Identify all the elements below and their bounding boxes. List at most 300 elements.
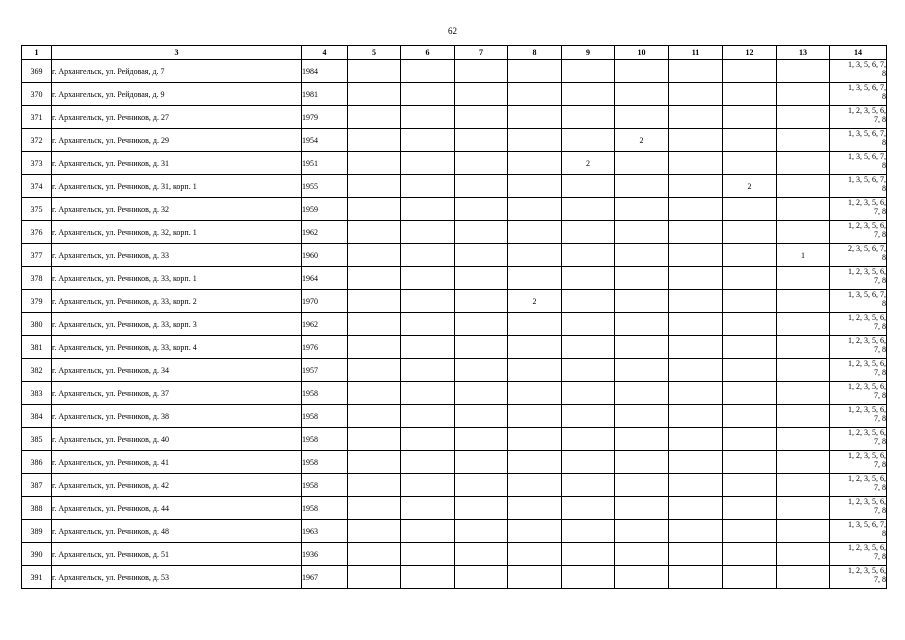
address-cell: г. Архангельск, ул. Речников, д. 38 bbox=[52, 405, 302, 428]
category-list-line-1: 1, 2, 3, 5, 6, bbox=[848, 543, 886, 552]
value-cell-c6 bbox=[401, 313, 455, 336]
value-cell-c11 bbox=[669, 566, 723, 589]
value-cell-c9 bbox=[562, 497, 615, 520]
value-cell-c10 bbox=[615, 175, 669, 198]
value-cell-c5 bbox=[348, 382, 401, 405]
value-cell-c6 bbox=[401, 382, 455, 405]
year-cell: 1967 bbox=[302, 566, 348, 589]
value-cell-c13 bbox=[777, 175, 830, 198]
category-list-line-1: 1, 3, 5, 6, 7, bbox=[848, 152, 886, 161]
table-row bbox=[22, 152, 887, 175]
row-number-cell: 384 bbox=[22, 405, 52, 428]
value-cell-c9 bbox=[562, 198, 615, 221]
value-cell-c10 bbox=[615, 359, 669, 382]
address-cell: г. Архангельск, ул. Речников, д. 29 bbox=[52, 129, 302, 152]
value-cell-c13 bbox=[777, 382, 830, 405]
value-cell-c9 bbox=[562, 290, 615, 313]
value-cell-c8 bbox=[508, 428, 562, 451]
value-cell-c11 bbox=[669, 382, 723, 405]
value-cell-c5 bbox=[348, 83, 401, 106]
value-cell-c5 bbox=[348, 359, 401, 382]
value-cell-c10 bbox=[615, 106, 669, 129]
table-row bbox=[22, 129, 887, 152]
value-cell-c12 bbox=[723, 152, 777, 175]
table-row bbox=[22, 267, 887, 290]
value-cell-c10 bbox=[615, 474, 669, 497]
row-number-cell: 370 bbox=[22, 83, 52, 106]
address-cell: г. Архангельск, ул. Речников, д. 37 bbox=[52, 382, 302, 405]
value-cell-c13 bbox=[777, 543, 830, 566]
value-cell-c12 bbox=[723, 313, 777, 336]
table-row bbox=[22, 405, 887, 428]
address-cell: г. Архангельск, ул. Речников, д. 53 bbox=[52, 566, 302, 589]
value-cell-c6 bbox=[401, 221, 455, 244]
category-list-line-1: 1, 3, 5, 6, 7, bbox=[848, 83, 886, 92]
value-cell-c7 bbox=[455, 497, 508, 520]
value-cell-c9 bbox=[562, 221, 615, 244]
address-cell: г. Архангельск, ул. Речников, д. 42 bbox=[52, 474, 302, 497]
address-cell: г. Архангельск, ул. Речников, д. 31, корп. 1 bbox=[52, 175, 302, 198]
value-cell-c11 bbox=[669, 290, 723, 313]
value-cell-c12 bbox=[723, 474, 777, 497]
value-cell-c10 bbox=[615, 60, 669, 83]
value-cell-c10 bbox=[615, 497, 669, 520]
value-cell-c10 bbox=[615, 244, 669, 267]
value-cell-c9 bbox=[562, 313, 615, 336]
category-list-line-2: 8 bbox=[882, 138, 886, 147]
value-cell-c10 bbox=[615, 221, 669, 244]
category-list-line-1: 1, 3, 5, 6, 7, bbox=[848, 60, 886, 69]
value-cell-c5 bbox=[348, 520, 401, 543]
year-cell: 1963 bbox=[302, 520, 348, 543]
value-cell-c11 bbox=[669, 428, 723, 451]
table-row bbox=[22, 382, 887, 405]
value-cell-c6 bbox=[401, 244, 455, 267]
value-cell-c6 bbox=[401, 83, 455, 106]
value-cell-c9: 2 bbox=[562, 152, 615, 175]
year-cell: 1984 bbox=[302, 60, 348, 83]
category-list-line-2: 7, 8 bbox=[874, 207, 886, 216]
category-list-line-1: 1, 3, 5, 6, 7, bbox=[848, 520, 886, 529]
value-cell-c10 bbox=[615, 543, 669, 566]
value-cell-c13 bbox=[777, 451, 830, 474]
value-cell-c9 bbox=[562, 336, 615, 359]
category-list-line-2: 7, 8 bbox=[874, 115, 886, 124]
value-cell-c7 bbox=[455, 543, 508, 566]
address-cell: г. Архангельск, ул. Рейдовая, д. 7 bbox=[52, 60, 302, 83]
row-number-cell: 371 bbox=[22, 106, 52, 129]
address-cell: г. Архангельск, ул. Речников, д. 48 bbox=[52, 520, 302, 543]
value-cell-c12 bbox=[723, 60, 777, 83]
value-cell-c13 bbox=[777, 497, 830, 520]
value-cell-c6 bbox=[401, 451, 455, 474]
value-cell-c11 bbox=[669, 198, 723, 221]
value-cell-c13 bbox=[777, 520, 830, 543]
value-cell-c5 bbox=[348, 152, 401, 175]
value-cell-c10 bbox=[615, 152, 669, 175]
value-cell-c7 bbox=[455, 60, 508, 83]
category-list-line-2: 7, 8 bbox=[874, 322, 886, 331]
value-cell-c8 bbox=[508, 175, 562, 198]
category-list-cell bbox=[830, 175, 887, 198]
value-cell-c6 bbox=[401, 428, 455, 451]
value-cell-c6 bbox=[401, 497, 455, 520]
category-list-line-2: 7, 8 bbox=[874, 483, 886, 492]
value-cell-c7 bbox=[455, 244, 508, 267]
column-header: 5 bbox=[348, 46, 401, 60]
category-list-cell bbox=[830, 152, 887, 175]
category-list-line-2: 8 bbox=[882, 184, 886, 193]
value-cell-c12 bbox=[723, 267, 777, 290]
category-list-line-1: 1, 2, 3, 5, 6, bbox=[848, 267, 886, 276]
table-row bbox=[22, 428, 887, 451]
value-cell-c12 bbox=[723, 336, 777, 359]
value-cell-c8 bbox=[508, 405, 562, 428]
year-cell: 1959 bbox=[302, 198, 348, 221]
category-list-cell bbox=[830, 474, 887, 497]
value-cell-c12 bbox=[723, 221, 777, 244]
value-cell-c11 bbox=[669, 60, 723, 83]
column-header: 14 bbox=[830, 46, 887, 60]
year-cell: 1960 bbox=[302, 244, 348, 267]
value-cell-c12: 2 bbox=[723, 175, 777, 198]
value-cell-c7 bbox=[455, 129, 508, 152]
value-cell-c11 bbox=[669, 244, 723, 267]
value-cell-c7 bbox=[455, 313, 508, 336]
category-list-line-2: 7, 8 bbox=[874, 230, 886, 239]
value-cell-c6 bbox=[401, 290, 455, 313]
category-list-line-2: 7, 8 bbox=[874, 391, 886, 400]
category-list-cell bbox=[830, 382, 887, 405]
value-cell-c5 bbox=[348, 290, 401, 313]
table-row bbox=[22, 83, 887, 106]
address-cell: г. Архангельск, ул. Речников, д. 27 bbox=[52, 106, 302, 129]
value-cell-c8 bbox=[508, 60, 562, 83]
value-cell-c5 bbox=[348, 566, 401, 589]
year-cell: 1958 bbox=[302, 474, 348, 497]
value-cell-c5 bbox=[348, 497, 401, 520]
address-cell: г. Архангельск, ул. Речников, д. 33 bbox=[52, 244, 302, 267]
value-cell-c5 bbox=[348, 175, 401, 198]
column-header: 1 bbox=[22, 46, 52, 60]
value-cell-c6 bbox=[401, 60, 455, 83]
value-cell-c9 bbox=[562, 359, 615, 382]
category-list-line-1: 1, 2, 3, 5, 6, bbox=[848, 313, 886, 322]
category-list-cell bbox=[830, 359, 887, 382]
value-cell-c9 bbox=[562, 60, 615, 83]
value-cell-c10 bbox=[615, 382, 669, 405]
value-cell-c9 bbox=[562, 474, 615, 497]
value-cell-c12 bbox=[723, 382, 777, 405]
address-cell: г. Архангельск, ул. Рейдовая, д. 9 bbox=[52, 83, 302, 106]
value-cell-c11 bbox=[669, 543, 723, 566]
category-list-line-2: 7, 8 bbox=[874, 414, 886, 423]
year-cell: 1964 bbox=[302, 267, 348, 290]
value-cell-c7 bbox=[455, 336, 508, 359]
category-list-cell bbox=[830, 244, 887, 267]
category-list-line-1: 2, 3, 5, 6, 7, bbox=[848, 244, 886, 253]
row-number-cell: 378 bbox=[22, 267, 52, 290]
value-cell-c5 bbox=[348, 106, 401, 129]
value-cell-c12 bbox=[723, 129, 777, 152]
row-number-cell: 387 bbox=[22, 474, 52, 497]
column-header: 10 bbox=[615, 46, 669, 60]
year-cell: 1958 bbox=[302, 428, 348, 451]
category-list-cell bbox=[830, 451, 887, 474]
category-list-line-2: 7, 8 bbox=[874, 575, 886, 584]
value-cell-c11 bbox=[669, 129, 723, 152]
value-cell-c10 bbox=[615, 313, 669, 336]
category-list-line-1: 1, 2, 3, 5, 6, bbox=[848, 474, 886, 483]
value-cell-c6 bbox=[401, 359, 455, 382]
value-cell-c5 bbox=[348, 336, 401, 359]
row-number-cell: 373 bbox=[22, 152, 52, 175]
year-cell: 1979 bbox=[302, 106, 348, 129]
value-cell-c5 bbox=[348, 474, 401, 497]
category-list-line-2: 7, 8 bbox=[874, 460, 886, 469]
value-cell-c10 bbox=[615, 83, 669, 106]
row-number-cell: 374 bbox=[22, 175, 52, 198]
row-number-cell: 382 bbox=[22, 359, 52, 382]
value-cell-c8 bbox=[508, 520, 562, 543]
value-cell-c9 bbox=[562, 267, 615, 290]
value-cell-c5 bbox=[348, 221, 401, 244]
value-cell-c13 bbox=[777, 428, 830, 451]
column-header: 8 bbox=[508, 46, 562, 60]
value-cell-c6 bbox=[401, 474, 455, 497]
value-cell-c6 bbox=[401, 267, 455, 290]
value-cell-c12 bbox=[723, 520, 777, 543]
row-number-cell: 383 bbox=[22, 382, 52, 405]
value-cell-c9 bbox=[562, 106, 615, 129]
value-cell-c13 bbox=[777, 566, 830, 589]
year-cell: 1981 bbox=[302, 83, 348, 106]
category-list-line-2: 7, 8 bbox=[874, 506, 886, 515]
value-cell-c11 bbox=[669, 152, 723, 175]
table-body bbox=[22, 60, 887, 589]
row-number-cell: 380 bbox=[22, 313, 52, 336]
value-cell-c13 bbox=[777, 106, 830, 129]
row-number-cell: 386 bbox=[22, 451, 52, 474]
value-cell-c12 bbox=[723, 566, 777, 589]
category-list-cell bbox=[830, 198, 887, 221]
value-cell-c6 bbox=[401, 129, 455, 152]
row-number-cell: 379 bbox=[22, 290, 52, 313]
address-cell: г. Архангельск, ул. Речников, д. 40 bbox=[52, 428, 302, 451]
value-cell-c11 bbox=[669, 497, 723, 520]
category-list-cell bbox=[830, 497, 887, 520]
value-cell-c13 bbox=[777, 336, 830, 359]
value-cell-c5 bbox=[348, 543, 401, 566]
address-cell: г. Архангельск, ул. Речников, д. 33, корп. 2 bbox=[52, 290, 302, 313]
year-cell: 1962 bbox=[302, 221, 348, 244]
header-row bbox=[22, 46, 887, 60]
category-list-line-2: 8 bbox=[882, 69, 886, 78]
value-cell-c12 bbox=[723, 359, 777, 382]
value-cell-c9 bbox=[562, 129, 615, 152]
value-cell-c12 bbox=[723, 405, 777, 428]
value-cell-c8 bbox=[508, 543, 562, 566]
table-row bbox=[22, 175, 887, 198]
address-cell: г. Архангельск, ул. Речников, д. 51 bbox=[52, 543, 302, 566]
row-number-cell: 388 bbox=[22, 497, 52, 520]
year-cell: 1958 bbox=[302, 382, 348, 405]
value-cell-c8 bbox=[508, 152, 562, 175]
year-cell: 1958 bbox=[302, 497, 348, 520]
value-cell-c5 bbox=[348, 313, 401, 336]
table-row bbox=[22, 60, 887, 83]
table-row bbox=[22, 543, 887, 566]
value-cell-c11 bbox=[669, 359, 723, 382]
row-number-cell: 389 bbox=[22, 520, 52, 543]
category-list-line-2: 8 bbox=[882, 253, 886, 262]
row-number-cell: 375 bbox=[22, 198, 52, 221]
table-row bbox=[22, 520, 887, 543]
value-cell-c5 bbox=[348, 60, 401, 83]
column-header: 11 bbox=[669, 46, 723, 60]
value-cell-c8 bbox=[508, 359, 562, 382]
value-cell-c10 bbox=[615, 405, 669, 428]
value-cell-c10 bbox=[615, 428, 669, 451]
category-list-line-2: 7, 8 bbox=[874, 552, 886, 561]
value-cell-c11 bbox=[669, 106, 723, 129]
value-cell-c12 bbox=[723, 428, 777, 451]
year-cell: 1958 bbox=[302, 451, 348, 474]
value-cell-c7 bbox=[455, 405, 508, 428]
value-cell-c10 bbox=[615, 336, 669, 359]
table-row bbox=[22, 221, 887, 244]
value-cell-c6 bbox=[401, 198, 455, 221]
category-list-line-1: 1, 3, 5, 6, 7, bbox=[848, 175, 886, 184]
value-cell-c13 bbox=[777, 267, 830, 290]
column-header: 9 bbox=[562, 46, 615, 60]
category-list-line-2: 8 bbox=[882, 92, 886, 101]
value-cell-c10 bbox=[615, 290, 669, 313]
row-number-cell: 381 bbox=[22, 336, 52, 359]
year-cell: 1962 bbox=[302, 313, 348, 336]
category-list-cell bbox=[830, 129, 887, 152]
value-cell-c9 bbox=[562, 382, 615, 405]
value-cell-c8 bbox=[508, 451, 562, 474]
value-cell-c7 bbox=[455, 83, 508, 106]
column-header: 4 bbox=[302, 46, 348, 60]
page-number: 62 bbox=[448, 26, 457, 36]
value-cell-c7 bbox=[455, 428, 508, 451]
category-list-cell bbox=[830, 566, 887, 589]
table-row bbox=[22, 566, 887, 589]
buildings-table bbox=[21, 45, 887, 589]
table-row bbox=[22, 106, 887, 129]
address-cell: г. Архангельск, ул. Речников, д. 44 bbox=[52, 497, 302, 520]
value-cell-c6 bbox=[401, 520, 455, 543]
year-cell: 1970 bbox=[302, 290, 348, 313]
category-list-line-1: 1, 3, 5, 6, 7, bbox=[848, 129, 886, 138]
table-row bbox=[22, 336, 887, 359]
value-cell-c11 bbox=[669, 451, 723, 474]
category-list-line-2: 8 bbox=[882, 299, 886, 308]
row-number-cell: 376 bbox=[22, 221, 52, 244]
category-list-line-1: 1, 2, 3, 5, 6, bbox=[848, 451, 886, 460]
category-list-line-1: 1, 2, 3, 5, 6, bbox=[848, 106, 886, 115]
value-cell-c11 bbox=[669, 267, 723, 290]
address-cell: г. Архангельск, ул. Речников, д. 33, корп. 3 bbox=[52, 313, 302, 336]
value-cell-c6 bbox=[401, 106, 455, 129]
row-number-cell: 391 bbox=[22, 566, 52, 589]
category-list-line-1: 1, 2, 3, 5, 6, bbox=[848, 428, 886, 437]
value-cell-c9 bbox=[562, 175, 615, 198]
value-cell-c8 bbox=[508, 336, 562, 359]
value-cell-c9 bbox=[562, 451, 615, 474]
value-cell-c7 bbox=[455, 198, 508, 221]
category-list-line-1: 1, 2, 3, 5, 6, bbox=[848, 405, 886, 414]
value-cell-c11 bbox=[669, 336, 723, 359]
category-list-line-1: 1, 2, 3, 5, 6, bbox=[848, 497, 886, 506]
value-cell-c12 bbox=[723, 543, 777, 566]
category-list-line-2: 7, 8 bbox=[874, 368, 886, 377]
address-cell: г. Архангельск, ул. Речников, д. 32 bbox=[52, 198, 302, 221]
category-list-line-2: 7, 8 bbox=[874, 437, 886, 446]
value-cell-c13 bbox=[777, 198, 830, 221]
value-cell-c10 bbox=[615, 520, 669, 543]
value-cell-c6 bbox=[401, 566, 455, 589]
value-cell-c7 bbox=[455, 382, 508, 405]
category-list-cell bbox=[830, 543, 887, 566]
column-header: 13 bbox=[777, 46, 830, 60]
value-cell-c10 bbox=[615, 198, 669, 221]
value-cell-c7 bbox=[455, 290, 508, 313]
value-cell-c8 bbox=[508, 267, 562, 290]
category-list-line-1: 1, 2, 3, 5, 6, bbox=[848, 566, 886, 575]
value-cell-c13 bbox=[777, 83, 830, 106]
category-list-line-1: 1, 2, 3, 5, 6, bbox=[848, 382, 886, 391]
category-list-line-2: 8 bbox=[882, 529, 886, 538]
value-cell-c9 bbox=[562, 83, 615, 106]
value-cell-c7 bbox=[455, 520, 508, 543]
category-list-line-2: 8 bbox=[882, 161, 886, 170]
value-cell-c7 bbox=[455, 106, 508, 129]
value-cell-c8 bbox=[508, 244, 562, 267]
value-cell-c13 bbox=[777, 60, 830, 83]
category-list-cell bbox=[830, 290, 887, 313]
year-cell: 1936 bbox=[302, 543, 348, 566]
category-list-line-2: 7, 8 bbox=[874, 345, 886, 354]
value-cell-c5 bbox=[348, 129, 401, 152]
value-cell-c9 bbox=[562, 566, 615, 589]
address-cell: г. Архангельск, ул. Речников, д. 31 bbox=[52, 152, 302, 175]
category-list-line-1: 1, 2, 3, 5, 6, bbox=[848, 198, 886, 207]
value-cell-c7 bbox=[455, 267, 508, 290]
value-cell-c8 bbox=[508, 106, 562, 129]
address-cell: г. Архангельск, ул. Речников, д. 34 bbox=[52, 359, 302, 382]
value-cell-c11 bbox=[669, 474, 723, 497]
category-list-cell bbox=[830, 106, 887, 129]
row-number-cell: 369 bbox=[22, 60, 52, 83]
value-cell-c9 bbox=[562, 428, 615, 451]
value-cell-c11 bbox=[669, 520, 723, 543]
category-list-line-1: 1, 3, 5, 6, 7, bbox=[848, 290, 886, 299]
value-cell-c12 bbox=[723, 451, 777, 474]
row-number-cell: 377 bbox=[22, 244, 52, 267]
table-row bbox=[22, 497, 887, 520]
table-row bbox=[22, 313, 887, 336]
value-cell-c8: 2 bbox=[508, 290, 562, 313]
column-header: 7 bbox=[455, 46, 508, 60]
value-cell-c7 bbox=[455, 152, 508, 175]
value-cell-c6 bbox=[401, 175, 455, 198]
value-cell-c11 bbox=[669, 313, 723, 336]
value-cell-c12 bbox=[723, 106, 777, 129]
year-cell: 1976 bbox=[302, 336, 348, 359]
